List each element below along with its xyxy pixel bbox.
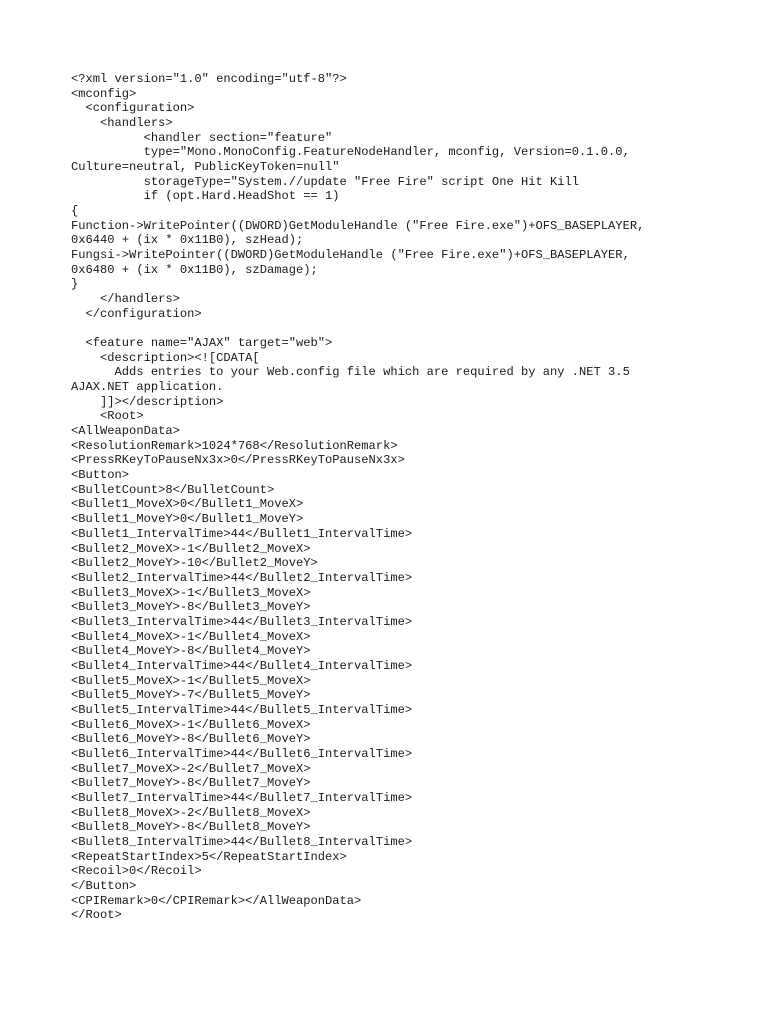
code-line: <Bullet6_IntervalTime>44</Bullet6_IntervalTime>	[71, 746, 413, 761]
code-line: <CPIRemark>0</CPIRemark></AllWeaponData>	[71, 893, 362, 908]
code-line: <Bullet1_MoveY>0</Bullet1_MoveY>	[71, 512, 304, 527]
code-line: <Bullet1_MoveX>0</Bullet1_MoveX>	[71, 497, 304, 512]
code-line: <Bullet2_MoveX>-1</Bullet2_MoveX>	[71, 541, 311, 556]
code-line: storageType="System.//update "Free Fire" script One Hit Kill	[71, 174, 580, 189]
code-line: <Bullet8_MoveX>-2</Bullet8_MoveX>	[71, 805, 311, 820]
code-line: Adds entries to your Web.config file which are required by any .NET 3.5	[71, 365, 630, 380]
code-line: <Bullet5_MoveX>-1</Bullet5_MoveX>	[71, 673, 311, 688]
code-line: type="Mono.MonoConfig.FeatureNodeHandler, mconfig, Version=0.1.0.0,	[71, 145, 630, 160]
code-line: <?xml version="1.0" encoding="utf-8"?>	[71, 72, 347, 86]
code-line: <handler section="feature"	[71, 130, 333, 145]
code-line: <Bullet3_MoveX>-1</Bullet3_MoveX>	[71, 585, 311, 600]
code-line: <handlers>	[71, 116, 173, 131]
code-line: <Bullet5_IntervalTime>44</Bullet5_IntervalTime>	[71, 702, 413, 717]
code-line: }	[71, 277, 79, 292]
code-line: {	[71, 204, 79, 219]
code-line: <Bullet6_MoveY>-8</Bullet6_MoveY>	[71, 732, 311, 747]
code-line: <Bullet7_MoveX>-2</Bullet7_MoveX>	[71, 761, 311, 776]
code-line: <Bullet4_IntervalTime>44</Bullet4_IntervalTime>	[71, 658, 413, 673]
code-line: <Bullet3_IntervalTime>44</Bullet3_IntervalTime>	[71, 614, 413, 629]
code-line: if (opt.Hard.HeadShot == 1)	[71, 189, 340, 204]
code-line: <Bullet6_MoveX>-1</Bullet6_MoveX>	[71, 717, 311, 732]
code-line: <mconfig>	[71, 86, 137, 101]
code-line: <AllWeaponData>	[71, 424, 180, 439]
code-line: 0x6440 + (ix * 0x11B0), szHead);	[71, 233, 304, 248]
code-line: </handlers>	[71, 292, 180, 307]
code-line: Culture=neutral, PublicKeyToken=null"	[71, 160, 340, 175]
code-line: <Bullet2_MoveY>-10</Bullet2_MoveY>	[71, 556, 318, 571]
code-line: ]]></description>	[71, 394, 224, 409]
code-line: <Bullet4_MoveY>-8</Bullet4_MoveY>	[71, 644, 311, 659]
code-line: <feature name="AJAX" target="web">	[71, 336, 333, 351]
code-line: <Bullet3_MoveY>-8</Bullet3_MoveY>	[71, 600, 311, 615]
code-line: Function->WritePointer((DWORD)GetModuleHandle ("Free Fire.exe")+OFS_BASEPLAYER,	[71, 218, 645, 233]
code-line: <Bullet8_MoveY>-8</Bullet8_MoveY>	[71, 820, 311, 835]
code-listing	[71, 72, 751, 923]
code-line: </Root>	[71, 908, 122, 923]
code-line: <ResolutionRemark>1024*768</ResolutionRemark>	[71, 438, 398, 453]
code-line: <Bullet7_MoveY>-8</Bullet7_MoveY>	[71, 776, 311, 791]
code-line: <Recoil>0</Recoil>	[71, 864, 202, 879]
code-line: <Button>	[71, 468, 130, 483]
code-line: </Button>	[71, 878, 137, 893]
code-line: <Bullet7_IntervalTime>44</Bullet7_IntervalTime>	[71, 790, 413, 805]
code-line: <PressRKeyToPauseNx3x>0</PressRKeyToPauseNx3x>	[71, 453, 405, 468]
code-line: <Bullet2_IntervalTime>44</Bullet2_IntervalTime>	[71, 570, 413, 585]
code-line: Fungsi->WritePointer((DWORD)GetModuleHandle ("Free Fire.exe")+OFS_BASEPLAYER,	[71, 248, 630, 263]
code-line: <Bullet1_IntervalTime>44</Bullet1_IntervalTime>	[71, 526, 413, 541]
code-line: <Bullet4_MoveX>-1</Bullet4_MoveX>	[71, 629, 311, 644]
code-line: <Bullet5_MoveY>-7</Bullet5_MoveY>	[71, 688, 311, 703]
code-line: 0x6480 + (ix * 0x11B0), szDamage);	[71, 262, 318, 277]
code-line	[71, 321, 751, 336]
code-line: <description><![CDATA[	[71, 350, 260, 365]
code-line: <BulletCount>8</BulletCount>	[71, 482, 275, 497]
code-line: <Root>	[71, 409, 144, 424]
code-line: <configuration>	[71, 101, 195, 116]
code-line: <Bullet8_IntervalTime>44</Bullet8_IntervalTime>	[71, 834, 413, 849]
code-line: AJAX.NET application.	[71, 380, 224, 395]
code-line: </configuration>	[71, 306, 202, 321]
code-line: <RepeatStartIndex>5</RepeatStartIndex>	[71, 849, 347, 864]
